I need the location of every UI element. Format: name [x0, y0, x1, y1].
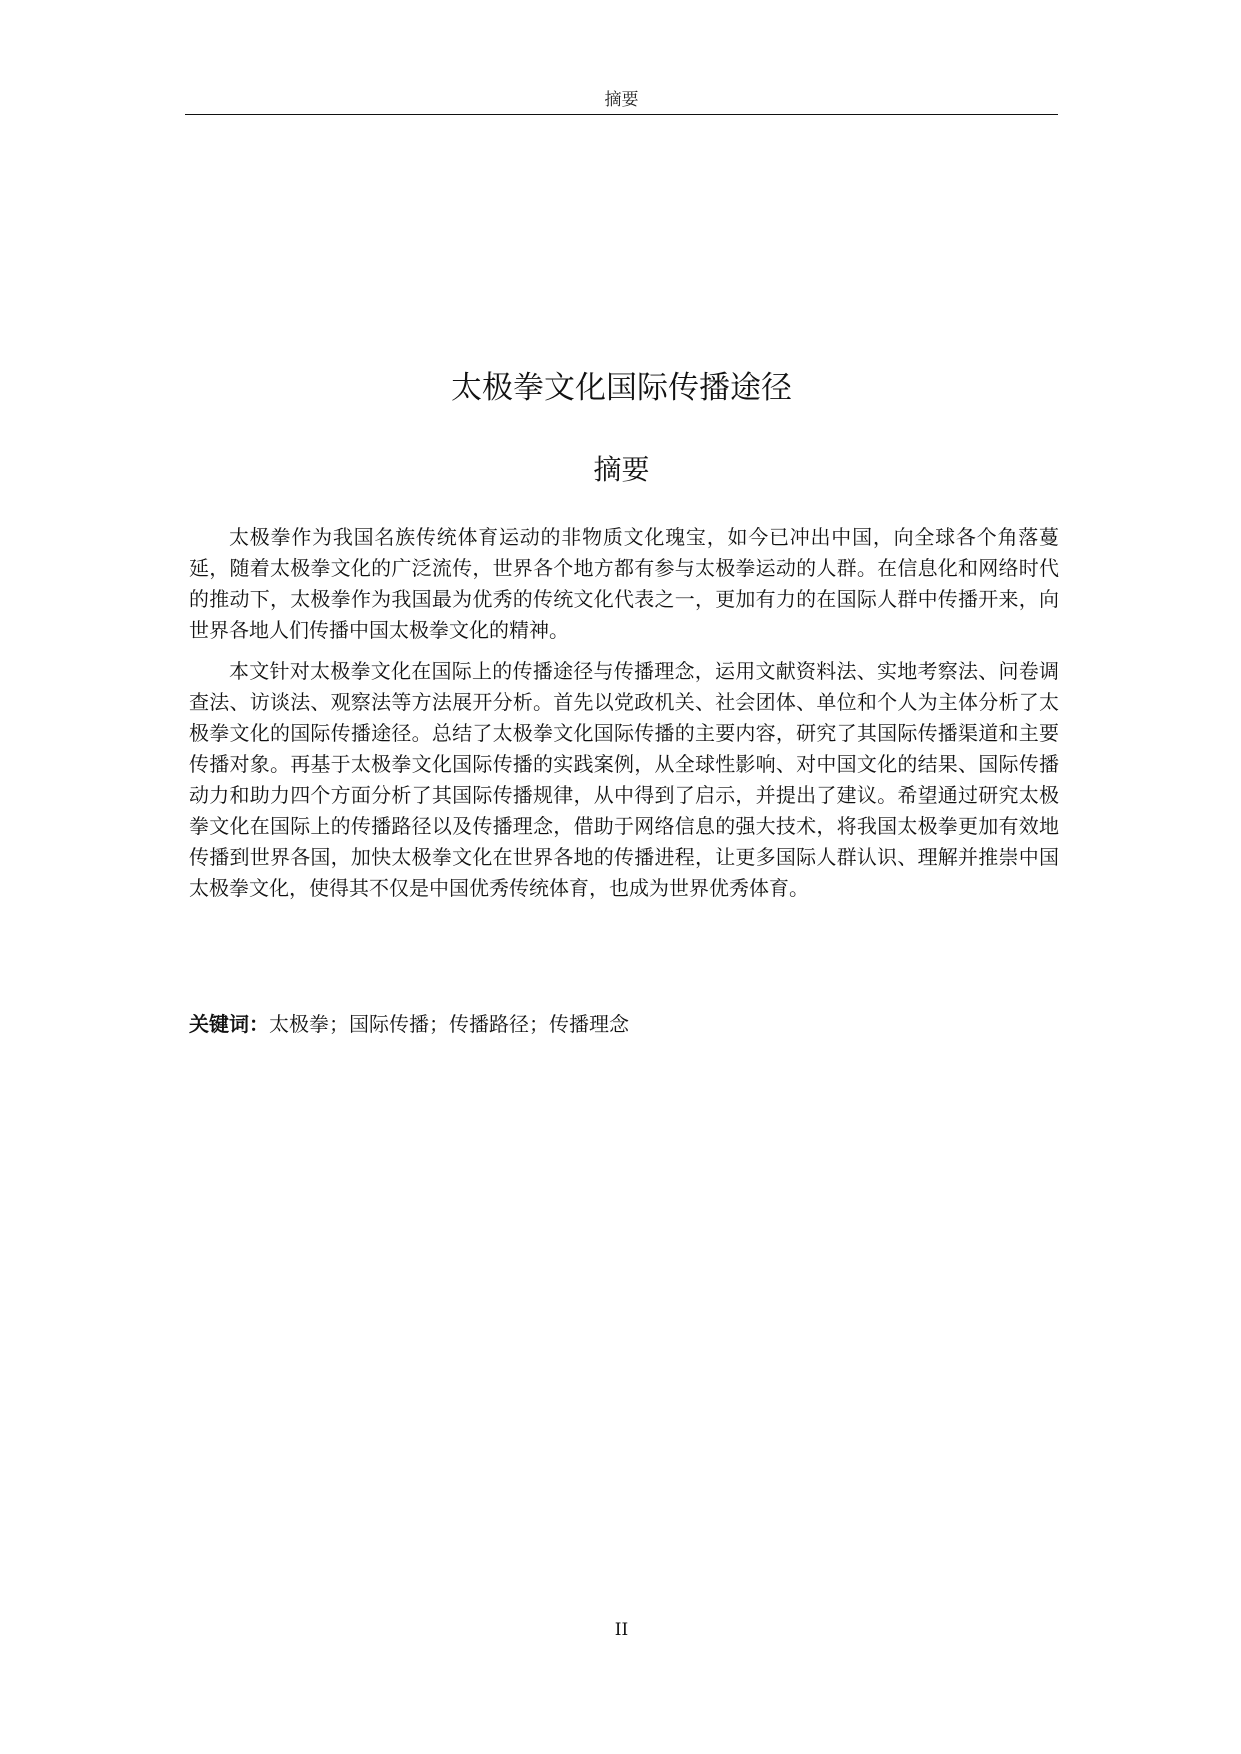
abstract-heading: 摘要 — [593, 453, 650, 486]
document-title: 太极拳文化国际传播途径 — [451, 370, 792, 406]
keywords-label: 关键词： — [189, 1012, 269, 1036]
running-header: 摘要 — [604, 90, 639, 110]
abstract-body — [189, 522, 1059, 914]
abstract-paragraph-1: 太极拳作为我国名族传统体育运动的非物质文化瑰宝，如今已冲出中国，向全球各个角落蔓延，随着太极拳文化的广泛流传，世界各个地方都有参与太极拳运动的人群。在信息化和网络时代的推动下，太极拳作为我国最为优秀的传统文化代表之一，更加有力的在国际人群中传播开来，向世界各地人们传播中国太极拳文化的精神。 — [189, 525, 1059, 642]
header-divider — [185, 114, 1058, 115]
page-number: II — [614, 1620, 629, 1640]
keywords-line — [189, 1009, 1059, 1040]
keywords-text: 太极拳；国际传播；传播路径；传播理念 — [269, 1012, 629, 1036]
abstract-paragraph-2: 本文针对太极拳文化在国际上的传播途径与传播理念，运用文献资料法、实地考察法、问卷调查法、访谈法、观察法等方法展开分析。首先以党政机关、社会团体、单位和个人为主体分析了太极拳文化的国际传播途径。总结了太极拳文化国际传播的主要内容，研究了其国际传播渠道和主要传播对象。再基于太极拳文化国际传播的实践案例，从全球性影响、对中国文化的结果、国际传播动力和助力四个方面分析了其国际传播规律，从中得到了启示，并提出了建议。希望通过研究太极拳文化在国际上的传播路径以及传播理念，借助于网络信息的强大技术，将我国太极拳更加有效地传播到世界各国，加快太极拳文化在世界各地的传播进程，让更多国际人群认识、理解并推崇中国太极拳文化，使得其不仅是中国优秀传统体育，也成为世界优秀体育。 — [189, 659, 1059, 900]
